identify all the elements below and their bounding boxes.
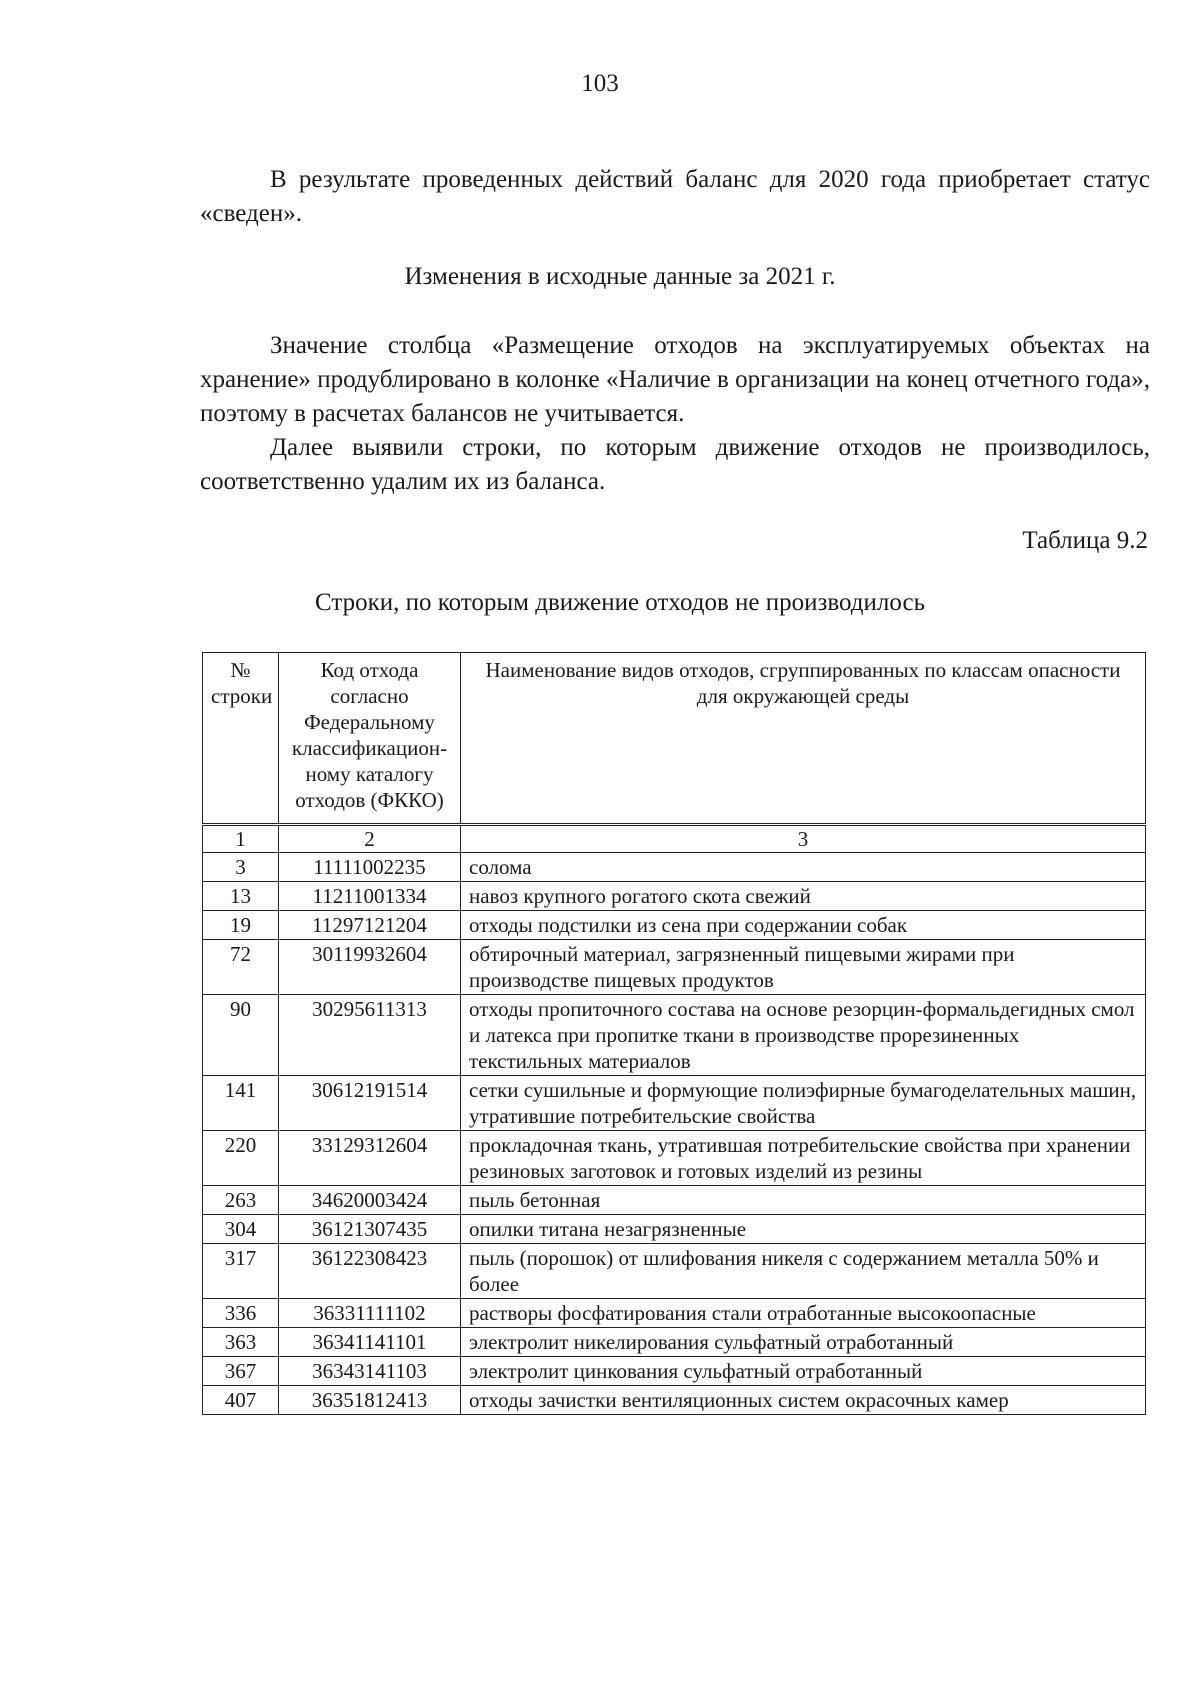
table-row xyxy=(203,1076,1146,1131)
paragraph-column-duplicate: Значение столбца «Размещение отходов на эксплуатируемых объектах на хранение» продублировано в колонке «Наличие в организации на конец отчетного года», поэтому в расчетах балансов не учитывается. xyxy=(200,332,1150,427)
page-number: 103 xyxy=(581,70,619,97)
waste-code: 36351812413 xyxy=(279,1386,461,1415)
row-number: 363 xyxy=(203,1328,279,1357)
waste-name: отходы пропиточного состава на основе резорцин-формальдегидных смол и латекса при пропитке ткани в производстве прорезиненных текстильных материалов xyxy=(461,995,1146,1076)
waste-code: 36122308423 xyxy=(279,1244,461,1299)
column-number: 3 xyxy=(461,825,1146,853)
waste-name: отходы подстилки из сена при содержании собак xyxy=(461,911,1146,940)
row-number: 367 xyxy=(203,1357,279,1386)
row-number: 317 xyxy=(203,1244,279,1299)
waste-table xyxy=(202,652,1146,1415)
table-row xyxy=(203,911,1146,940)
heading-changes-2021: Изменения в исходные данные за 2021 г. xyxy=(404,263,836,290)
waste-name: навоз крупного рогатого скота свежий xyxy=(461,882,1146,911)
table-row xyxy=(203,1328,1146,1357)
row-number: 141 xyxy=(203,1076,279,1131)
paragraph-balance-status: В результате проведенных действий баланс для 2020 года приобретает статус «сведен». xyxy=(200,166,1150,227)
table-row xyxy=(203,1186,1146,1215)
waste-code: 11211001334 xyxy=(279,882,461,911)
waste-name: отходы зачистки вентиляционных систем окрасочных камер xyxy=(461,1386,1146,1415)
row-number: 3 xyxy=(203,853,279,882)
waste-name: солома xyxy=(461,853,1146,882)
paragraph-removed-rows: Далее выявили строки, по которым движение отходов не производилось, соответственно удалим их из баланса. xyxy=(200,434,1150,495)
waste-code: 11297121204 xyxy=(279,911,461,940)
table-row xyxy=(203,853,1146,882)
waste-code: 36343141103 xyxy=(279,1357,461,1386)
waste-name: прокладочная ткань, утратившая потребительские свойства при хранении резиновых заготовок и готовых изделий из резины xyxy=(461,1131,1146,1186)
waste-name: обтирочный материал, загрязненный пищевыми жирами при производстве пищевых продуктов xyxy=(461,940,1146,995)
row-number: 13 xyxy=(203,882,279,911)
waste-name: растворы фосфатирования стали отработанные высокоопасные xyxy=(461,1299,1146,1328)
column-number: 2 xyxy=(279,825,461,853)
waste-name: пыль бетонная xyxy=(461,1186,1146,1215)
waste-code: 30612191514 xyxy=(279,1076,461,1131)
waste-code: 30295611313 xyxy=(279,995,461,1076)
row-number: 72 xyxy=(203,940,279,995)
table-row xyxy=(203,1357,1146,1386)
column-number: 1 xyxy=(203,825,279,853)
column-number-row xyxy=(203,825,1146,853)
table-row xyxy=(203,995,1146,1076)
waste-code: 36121307435 xyxy=(279,1215,461,1244)
row-number: 90 xyxy=(203,995,279,1076)
table-title: Строки, по которым движение отходов не производилось xyxy=(315,589,925,616)
row-number: 336 xyxy=(203,1299,279,1328)
row-number: 220 xyxy=(203,1131,279,1186)
table-row xyxy=(203,882,1146,911)
waste-code: 36331111102 xyxy=(279,1299,461,1328)
table-row xyxy=(203,1244,1146,1299)
table-row xyxy=(203,1299,1146,1328)
table-row xyxy=(203,1131,1146,1186)
header-waste-code: Код отхода согласно Федеральному классификацион-ному каталогу отходов (ФККО) xyxy=(279,653,461,825)
waste-name: сетки сушильные и формующие полиэфирные бумагоделательных машин, утратившие потребительские свойства xyxy=(461,1076,1146,1131)
table-label: Таблица 9.2 xyxy=(1022,527,1148,554)
waste-code: 33129312604 xyxy=(279,1131,461,1186)
waste-code: 11111002235 xyxy=(279,853,461,882)
header-waste-name: Наименование видов отходов, сгруппированных по классам опасности для окружающей среды xyxy=(461,653,1146,825)
row-number: 263 xyxy=(203,1186,279,1215)
table-row xyxy=(203,940,1146,995)
waste-code: 30119932604 xyxy=(279,940,461,995)
table-row xyxy=(203,1215,1146,1244)
row-number: 407 xyxy=(203,1386,279,1415)
waste-name: опилки титана незагрязненные xyxy=(461,1215,1146,1244)
waste-name: электролит никелирования сульфатный отработанный xyxy=(461,1328,1146,1357)
waste-name: пыль (порошок) от шлифования никеля с содержанием металла 50% и более xyxy=(461,1244,1146,1299)
table-header-row xyxy=(203,653,1146,825)
table-row xyxy=(203,1386,1146,1415)
row-number: 304 xyxy=(203,1215,279,1244)
waste-code: 34620003424 xyxy=(279,1186,461,1215)
header-row-number: № строки xyxy=(203,653,279,825)
waste-code: 36341141101 xyxy=(279,1328,461,1357)
row-number: 19 xyxy=(203,911,279,940)
waste-name: электролит цинкования сульфатный отработанный xyxy=(461,1357,1146,1386)
